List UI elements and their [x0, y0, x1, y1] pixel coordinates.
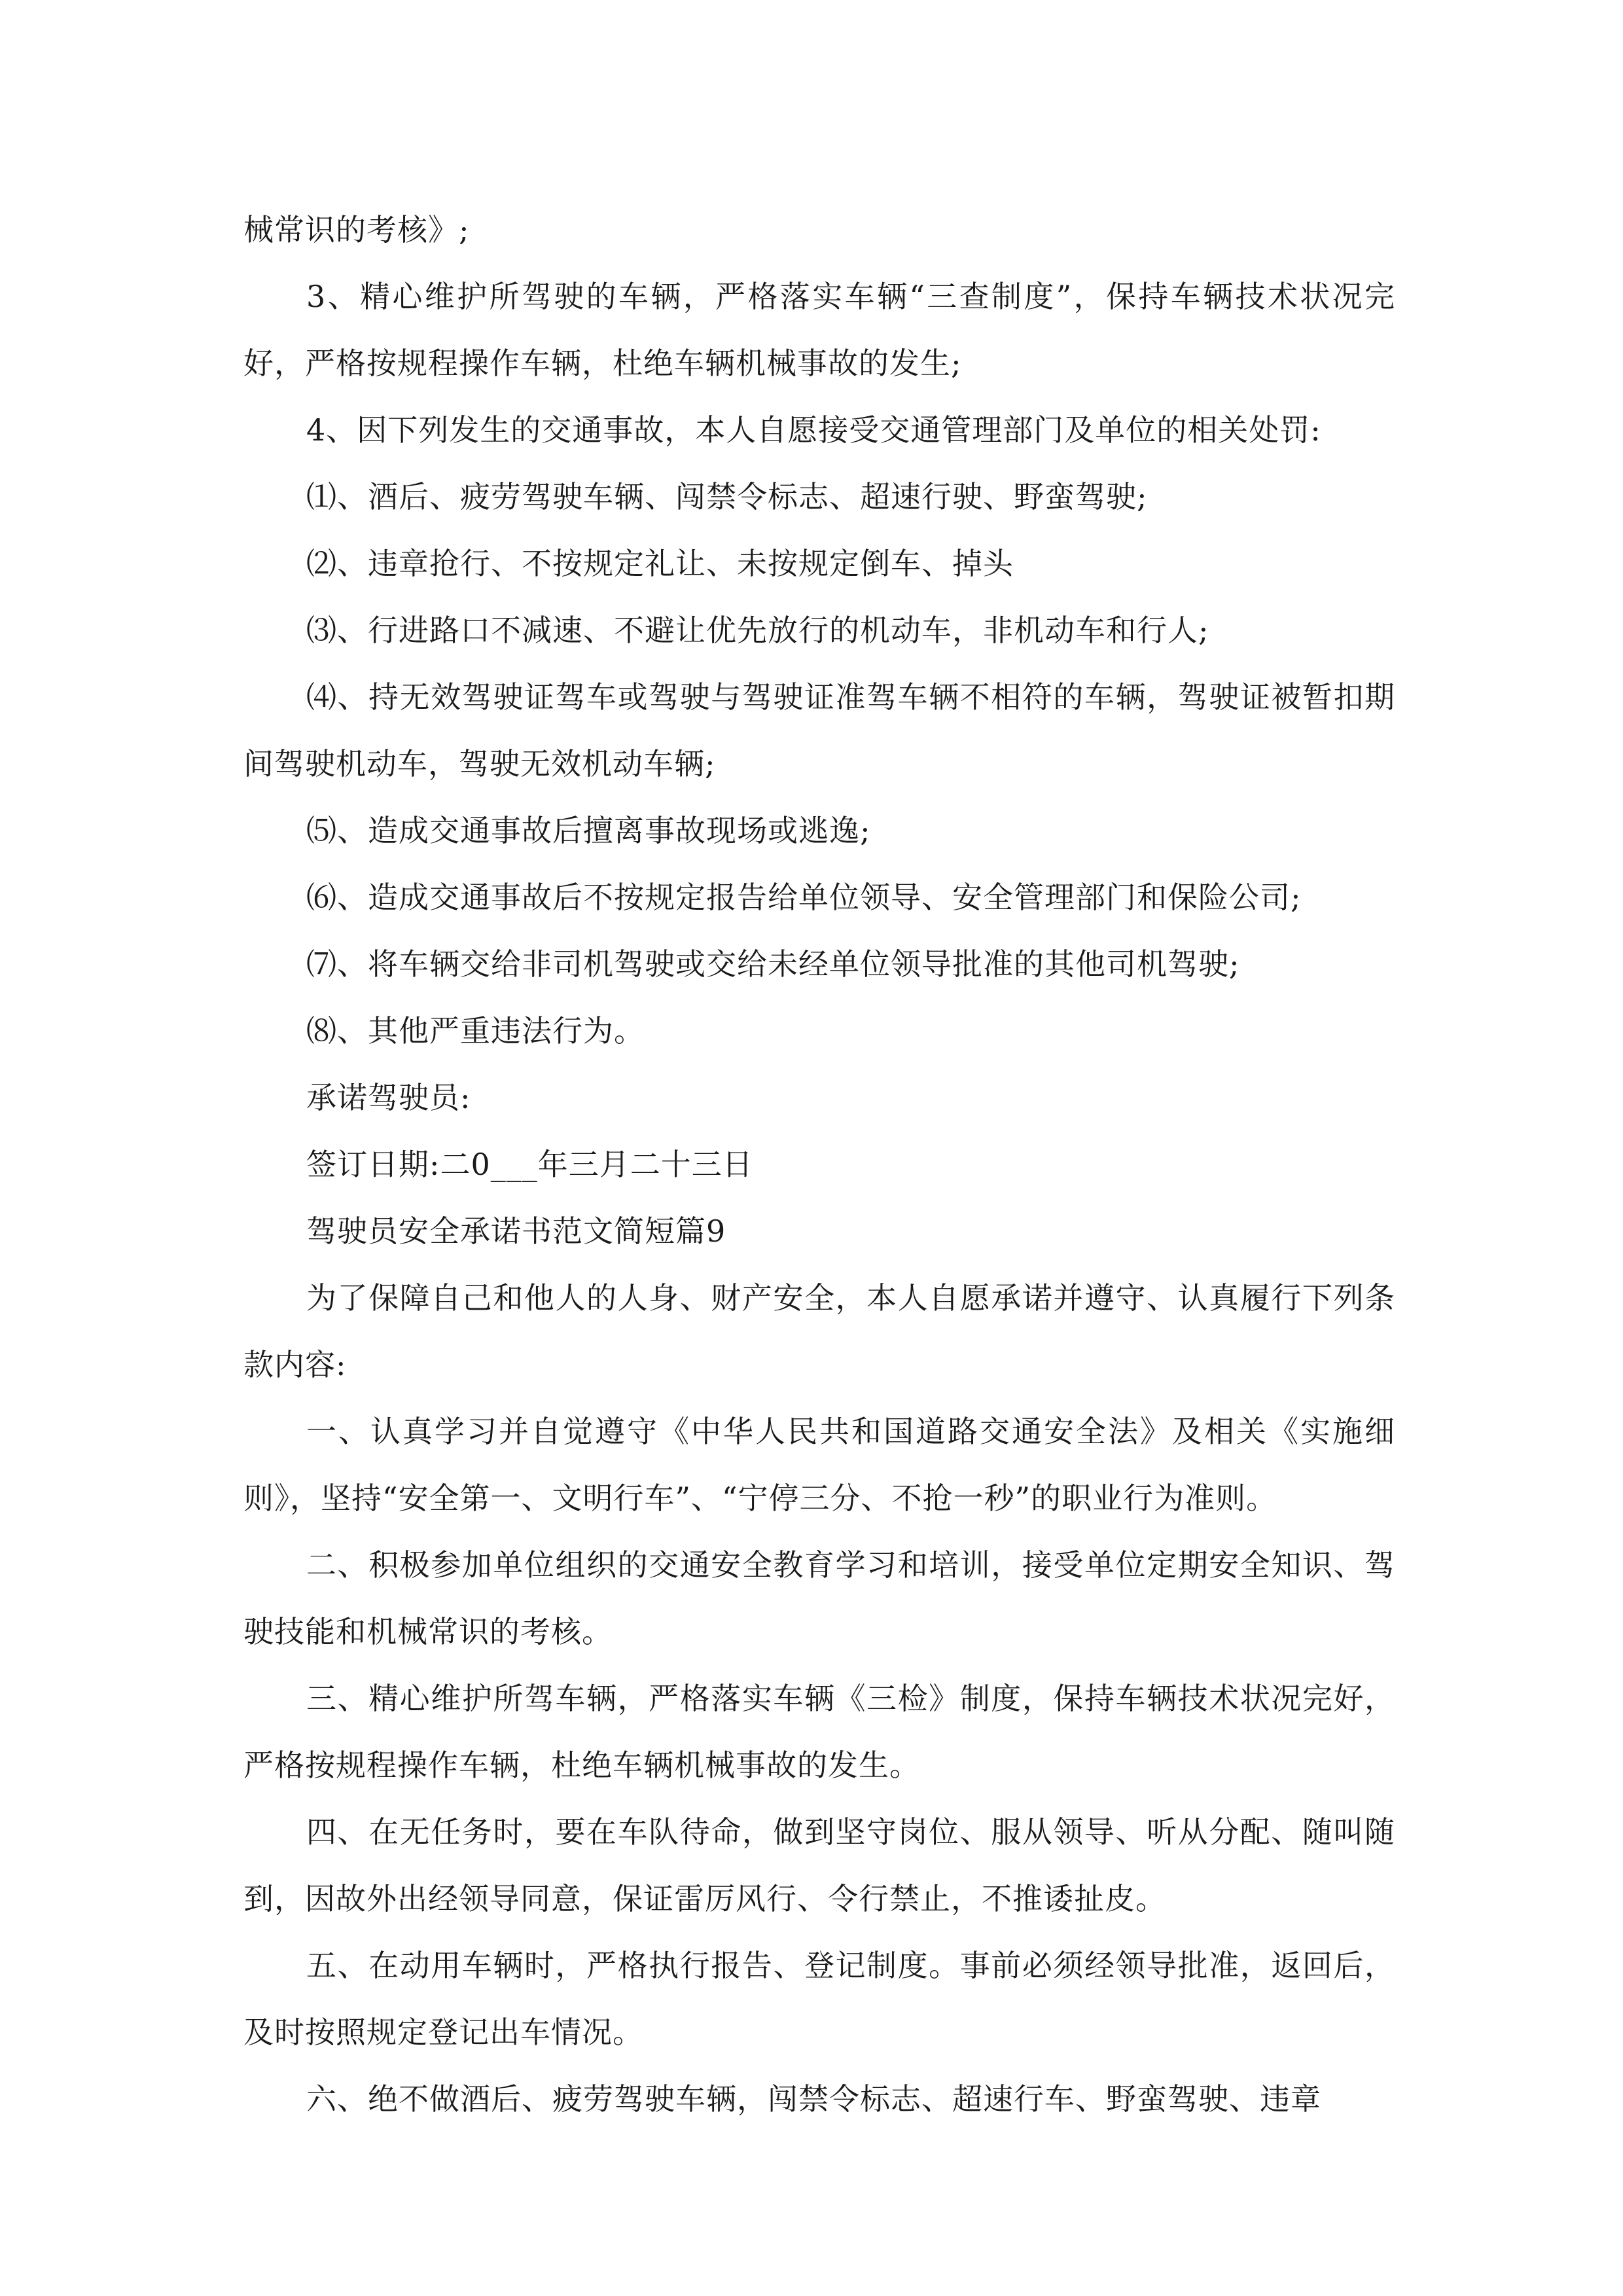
list-item-6: ⑹、造成交通事故后不按规定报告给单位领导、安全管理部门和保险公司;	[306, 880, 1302, 915]
paragraph-clause-3: 三、精心维护所驾车辆，严格落实车辆《三检》制度，保持车辆技术状况完好，严格按规程操作车辆，杜绝车辆机械事故的发生。	[243, 1681, 1395, 1783]
list-item-7: ⑺、将车辆交给非司机驾驶或交给未经单位领导批准的其他司机驾驶;	[306, 946, 1240, 982]
paragraph-clause-2: 二、积极参加单位组织的交通安全教育学习和培训，接受单位定期安全知识、驾驶技能和机械常识的考核。	[243, 1547, 1395, 1649]
signature-line: 承诺驾驶员:	[306, 1080, 471, 1115]
paragraph-intro: 为了保障自己和他人的人身、财产安全，本人自愿承诺并遵守、认真履行下列条款内容:	[243, 1280, 1395, 1382]
paragraph-clause-6: 六、绝不做酒后、疲劳驾驶车辆，闯禁令标志、超速行车、野蛮驾驶、违章	[306, 2081, 1321, 2117]
date-line: 签订日期:二0___年三月二十三日	[306, 1147, 753, 1182]
list-item-8: ⑻、其他严重违法行为。	[306, 1013, 645, 1049]
paragraph-clause-5: 五、在动用车辆时，严格执行报告、登记制度。事前必须经领导批准，返回后，及时按照规定登记出车情况。	[243, 1948, 1395, 2050]
paragraph-item-4-penalties: 4、因下列发生的交通事故，本人自愿接受交通管理部门及单位的相关处罚:	[306, 412, 1321, 448]
paragraph-item-3-vehicle-maintenance: 3、精心维护所驾驶的车辆，严格落实车辆“三查制度”，保持车辆技术状况完好，严格按规程操作车辆，杜绝车辆机械事故的发生;	[243, 279, 1395, 381]
paragraph-exam-continuation: 械常识的考核》;	[243, 212, 470, 247]
list-item-3: ⑶、行进路口不减速、不避让优先放行的机动车，非机动车和行人;	[306, 613, 1209, 648]
list-item-2: ⑵、违章抢行、不按规定礼让、未按规定倒车、掉头	[306, 546, 1014, 581]
paragraph-clause-4: 四、在无任务时，要在车队待命，做到坚守岗位、服从领导、听从分配、随叫随到，因故外出经领导同意，保证雷厉风行、令行禁止，不推诿扯皮。	[243, 1814, 1395, 1916]
section-title: 驾驶员安全承诺书范文简短篇9	[306, 1213, 726, 1249]
document-body	[243, 196, 1395, 2132]
paragraph-clause-1: 一、认真学习并自觉遵守《中华人民共和国道路交通安全法》及相关《实施细则》，坚持“安全第一、文明行车”、“宁停三分、不抢一秒”的职业行为准则。	[243, 1414, 1395, 1516]
list-item-1: ⑴、酒后、疲劳驾驶车辆、闯禁令标志、超速行驶、野蛮驾驶;	[306, 479, 1148, 514]
list-item-5: ⑸、造成交通事故后擅离事故现场或逃逸;	[306, 813, 871, 848]
list-item-4: ⑷、持无效驾驶证驾车或驾驶与驾驶证准驾车辆不相符的车辆，驾驶证被暂扣期间驾驶机动车，驾驶无效机动车辆;	[243, 679, 1395, 781]
